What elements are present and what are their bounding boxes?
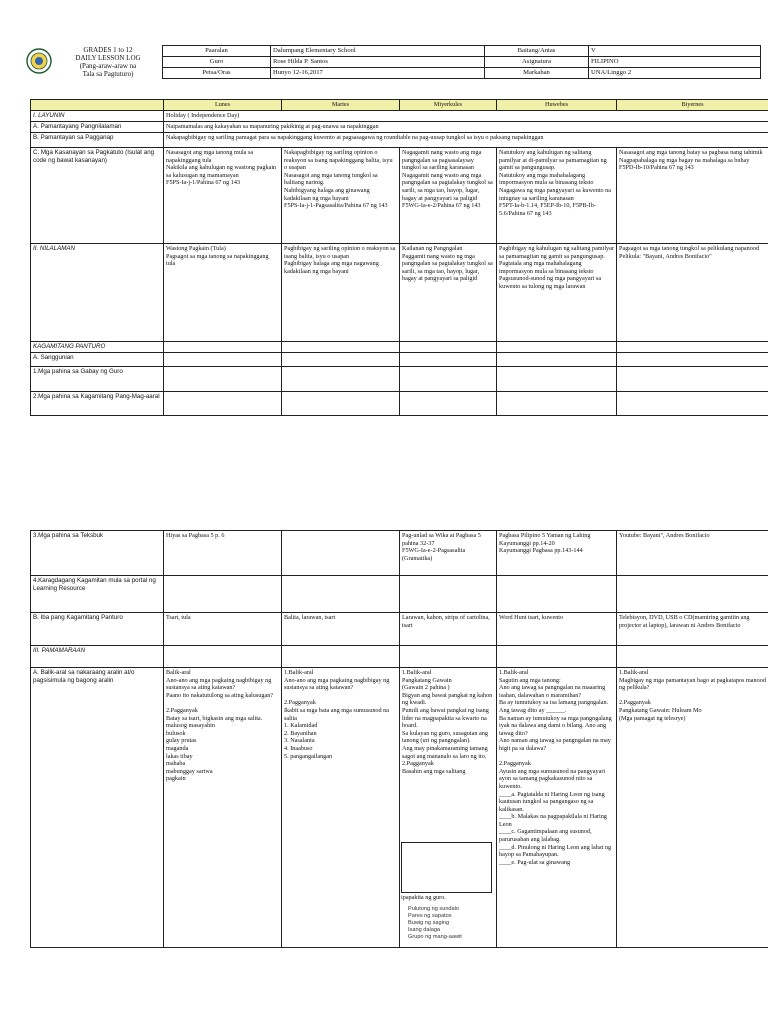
row-label: A. Balik-aral sa nakaraang aralin at/o pagsisimula ng bagong aralin: [31, 668, 164, 948]
day-cell: Hiyas sa Pagbasa 5 p. 6: [164, 531, 282, 576]
header-table: [162, 45, 761, 79]
lesson-row: [31, 367, 768, 392]
title-line: DAILY LESSON LOG: [75, 54, 141, 62]
row-label: I. LAYUNIN: [31, 111, 164, 122]
row-label: II. NILALAMAN: [31, 244, 164, 342]
lesson-row: [31, 111, 768, 122]
day-cell: [164, 576, 282, 613]
word-list-box: [401, 842, 492, 893]
day-cell: 1.Balik-aral Sagutin ang mga tanong: Ano ang tawag sa pangngalan na maaaring isahan, dalawahan o maramihan? Ba ay tumutukoy sa isa lamang pangngalan. Ang tawag dito ay ______. Ba naman ay tumutukoy sa mga pangngalang iyak na dalawa ang dami o bilang. Ano ang tawag dito? Ano naman ang tawag sa pangngalan na may higit pa sa dalawa? 2.Pagganyak Ayusin ang mga sumusunod na pangyayari ayon sa tamang pagkakasunod nito sa kuwento. ____a. Pagtatalda ni Haring Leon ng isang kautusan tungkol sa pangangaso ng sa kalikasan. ____b. Malakas na pagpapakilala ni Haring Leon ____c. Gagantimpalaan ang susunod, parurusahan ang lalabag. ____d. Pinulong ni Haring Leon ang lahat ng hayop sa Pamahayupan. ____e. Pag-ulat sa ginawang: [497, 668, 617, 948]
word-list-item: Buwig ng saging: [408, 920, 450, 926]
day-header: Miyerkules: [400, 100, 497, 111]
day-cell: [617, 646, 768, 668]
row-label: 2.Mga pahina sa Kagamitang Pang-Mag-aaral: [31, 392, 164, 416]
row-label: B. Pamantayan sa Pagganap: [31, 133, 164, 148]
day-cell: 1.Balik-aral Magbigay ng mga pamantayan bago at pagkatapos manood ng pelikula? 2.Pagganyak Pangkatang Gawain: Huleam Mo (Mga pamagat ng telesrye): [617, 668, 768, 948]
header-label: Markahan: [485, 68, 589, 79]
header-label: Petsa/Oras: [163, 68, 271, 79]
day-header: Biyernes: [617, 100, 768, 111]
day-cell: [282, 646, 400, 668]
day-cell: [497, 392, 617, 416]
row-content: Holiday ( Independence Day): [164, 111, 768, 122]
day-cell: Pagsagot sa mga tanong tungkol sa pelikulang napanood Pelikula: "Bayani, Andres Bonifacio": [617, 244, 768, 342]
lesson-row: [31, 613, 768, 646]
day-header: Lunes: [164, 100, 282, 111]
header-label: Guro: [163, 57, 271, 68]
day-cell: [617, 342, 768, 353]
row-label: A. Pamantayang Pangnilalaman: [31, 122, 164, 133]
day-header: Huwebes: [497, 100, 617, 111]
day-cell: [164, 367, 282, 392]
lesson-row: [31, 148, 768, 244]
day-cell: Natutukoy ang kahulugan ng salitang pamilyar at di-pamilyar sa pamamagitan ng gamit sa pangungusap. Natutukoy ang mga mahahalagang impormasyon mula sa binasang teksto Nagagawa ng mga pangyayari sa kuwento na iniugnay sa sariling karanasan F5PT-Ia-b-1.14, F5EP-Ib-10, F5PB-Ib-5.6/Pahina 67 ng 143: [497, 148, 617, 244]
day-cell: Word Hunt tsart, kuwento: [497, 613, 617, 646]
title-line: Tala sa Pagtuturo): [82, 70, 134, 78]
lesson-row: [31, 646, 768, 668]
day-cell: [400, 353, 497, 367]
day-cell: [164, 353, 282, 367]
word-list-item: Grupo ng mang-aawit: [408, 934, 462, 940]
header-value: Hunyo 12-16,2017: [271, 68, 485, 79]
day-cell: Nakapagbibigay ng sariling opinion o reaksyon sa isang napakinggang balita, isyu o usapan Nasasagot ang mga tanong tungkol sa balitang narinig. Nabibigyang halaga ang ginawang kadakilaan ng mga bayani F5PS-Ia-j-1-Pagsasalita/Pahina 67 ng 143: [282, 148, 400, 244]
day-cell: [497, 646, 617, 668]
days-header-row: [31, 100, 768, 111]
day-cell: Nasasagot ang mga tanong mula sa napakinggang tula Nakikila ang kahulugan ng wastong pagkain sa kalusugan ng mamamayan F5PS-Ia-j-1/Pahina 67 ng 143: [164, 148, 282, 244]
header-label: Baitang/Antas: [485, 46, 589, 57]
day-cell: [164, 646, 282, 668]
header-label: Paaralan: [163, 46, 271, 57]
corner-cell: [31, 100, 164, 111]
row-content: Nakapagbibigay ng sariling pamagat para sa napakinggang kuwento at pagsasagawa ng roundtable na pag-uusap tungkol sa isyu o paksang napakinggan: [164, 133, 768, 148]
row-label: 1.Mga pahina sa Gabay ng Guro: [31, 367, 164, 392]
day-cell: [400, 367, 497, 392]
lesson-row: [31, 342, 768, 353]
day-cell: Youtube: Bayani", Andres Bonifacio: [617, 531, 768, 576]
day-cell: [497, 342, 617, 353]
day-cell: [400, 646, 497, 668]
day-cell: [497, 353, 617, 367]
day-cell: 1.Balik-aral Pangkatang Gawain (Gawain 2 pahina ) Bigyan ang bawat pangkat ng kahon ng kwadi. Pumili ang bawat pangkat ng isang lider na magpapakita sa kwarto na board. Sa kulayan ng guro, susagutan ang tanong (uri ng pangngalan). Ang may pinakamaraming tamang sagot ang mananalo sa laro ng ito. 2.Pagganyak Basahin ang mga salitang: [400, 668, 497, 948]
day-cell: Pag-unlad sa Wika at Pagbasa 5 pahina 32-37 F5WG-Ia-e-2-Pagsasalita (Gramatika): [400, 531, 497, 576]
day-cell: [282, 367, 400, 392]
day-cell: 1.Balik-aral Ano-ano ang mga pagkaing nagbibigay ng sustansya sa ating katawan? 2.Pagganyak Ikabit sa mga bata ang mga sumusunod na salita 1. Kalamidad 2. Bayanihan 3. Nasalanta 4. Inaabuso 5. pangangailangan: [282, 668, 400, 948]
day-cell: [282, 576, 400, 613]
word-list-item: Pares ng sapatos: [408, 913, 452, 919]
lesson-row: [31, 392, 768, 416]
lesson-row: [31, 133, 768, 148]
row-label: 4.Karagdagang Kagamitan mula sa portal ng Learning Resource: [31, 576, 164, 613]
day-cell: Larawan, kahon, strips of cartolina, tsart: [400, 613, 497, 646]
title-line: (Pang-araw-araw na: [79, 62, 137, 70]
header-label: Asignatura: [485, 57, 589, 68]
word-list-item: Isang dalaga: [408, 927, 441, 933]
header-row: [163, 46, 761, 57]
word-list: [408, 906, 498, 941]
header-row: [163, 68, 761, 79]
header-value: Dalumpang Elementary School: [271, 46, 485, 57]
row-label: C. Mga Kasanayan sa Pagkatuto (Isulat ang code ng bawat kasanayan): [31, 148, 164, 244]
lesson-row: [31, 531, 768, 576]
day-cell: [282, 531, 400, 576]
lesson-row: [31, 353, 768, 367]
lesson-row: [31, 244, 768, 342]
day-cell: Nasasagot ang mga tanong batay sa pagbasa nang tahimik Nagpapahalaga ng mga bagay na mahalaga sa buhay F5PD-Ib-10/Pahina 67 ng 143: [617, 148, 768, 244]
lesson-row: [31, 576, 768, 613]
day-cell: [282, 353, 400, 367]
day-cell: [282, 342, 400, 353]
day-cell: [617, 367, 768, 392]
day-cell: [400, 392, 497, 416]
day-cell: [282, 392, 400, 416]
row-label: III. PAMAMARAAN: [31, 646, 164, 668]
header-value: UNA/Linggo 2: [589, 68, 761, 79]
lesson-row: [31, 668, 768, 948]
word-list-item: Pulutong ng sundalo: [408, 906, 460, 912]
lesson-table-part1: [30, 99, 768, 416]
header-row: [163, 57, 761, 68]
day-cell: Kailanan ng Pangngalan Paggamit nang wasto ng mga pangngalan sa pagtalakay tungkol sa sarili, sa mga tao, hayop, lugar, bagay at pangyayari sa paligid: [400, 244, 497, 342]
day-cell: Nagagamit nang wasto ang mga pangngalan sa pagsasalaysay tungkol sa sariling karanasan Nagagamit nang wasto ang mga pangngalan sa pagtalakay tungkol sa sarili, sa mga tao, hayop, lugar, bagay at pangyayari sa paligid F5WG-Ia-e-2/Pahina 67 ng 143: [400, 148, 497, 244]
day-cell: [617, 353, 768, 367]
day-cell: Wastong Pagkain (Tula) Pagsagot sa mga tanong sa napakinggang tula: [164, 244, 282, 342]
day-cell: [164, 392, 282, 416]
row-content: Naipamamalas ang kakayahan sa mapanuring pakikinig at pag-unawa sa napakinggan: [164, 122, 768, 133]
day-cell: Pagbasa Pilipino 5 Yaman ng Lahing Kayumanggi pp.14-20 Kayumanggi Pagbasa pp.143-144: [497, 531, 617, 576]
day-cell: [617, 392, 768, 416]
word-list-caption: ipapakita ng guro.: [401, 894, 446, 901]
row-label: KAGAMITANG PANTURO: [31, 342, 164, 353]
row-label: 3.Mga pahina sa Teksbuk: [31, 531, 164, 576]
day-cell: Pagbibigay ng sariling opinion o reaksyon sa isang balita, isyu o usapan Pagbibigay halaga ang mga nagawang kadakilaan ng mga bayani: [282, 244, 400, 342]
log-title: [56, 46, 160, 78]
title-line: GRADES 1 to 12: [83, 46, 133, 54]
day-header: Martes: [282, 100, 400, 111]
header-value: Rose Hilda P. Santos: [271, 57, 485, 68]
day-cell: [164, 342, 282, 353]
day-cell: [617, 576, 768, 613]
day-cell: Tsart, tula: [164, 613, 282, 646]
day-cell: Telebisyon, DVD, USB o CD(mamiring gamitin ang projector at laptop), larawan ni Andres Bonifacio: [617, 613, 768, 646]
day-cell: [497, 367, 617, 392]
header-value: V: [589, 46, 761, 57]
day-cell: Pagbibigay ng kahulugan ng salitang pamilyar sa pamamagitan ng gamit sa pangungusap. Pagtatala ang mga mahahalagang impormasyon mula sa binasang teksto Pagsusunod-sunod ng mga pangyayari sa kuwento sa tulong ng mga larawan: [497, 244, 617, 342]
day-cell: [497, 576, 617, 613]
row-label: A. Sanggunian: [31, 353, 164, 367]
day-cell: Balita, larawan, tsart: [282, 613, 400, 646]
header-value: FILIPINO: [589, 57, 761, 68]
day-cell: [400, 576, 497, 613]
day-cell: [400, 342, 497, 353]
row-label: B. Iba pang Kagamitang Panturo: [31, 613, 164, 646]
day-cell: Balik-aral Ano-ano ang mga pagkaing nagbibigay ng sustansya sa ating katawan? Paano ito nakatutulong sa ating kalusugan? 2.Pagganyak Batay sa tsart, bigkasin ang mga salita. malusog masayahin bulusok gulay prutas maganda lakas tibay mahaba mabunggay sariwa pagkain: [164, 668, 282, 948]
lesson-table-part2: [30, 530, 768, 948]
deped-seal-icon: [26, 48, 52, 74]
lesson-row: [31, 122, 768, 133]
